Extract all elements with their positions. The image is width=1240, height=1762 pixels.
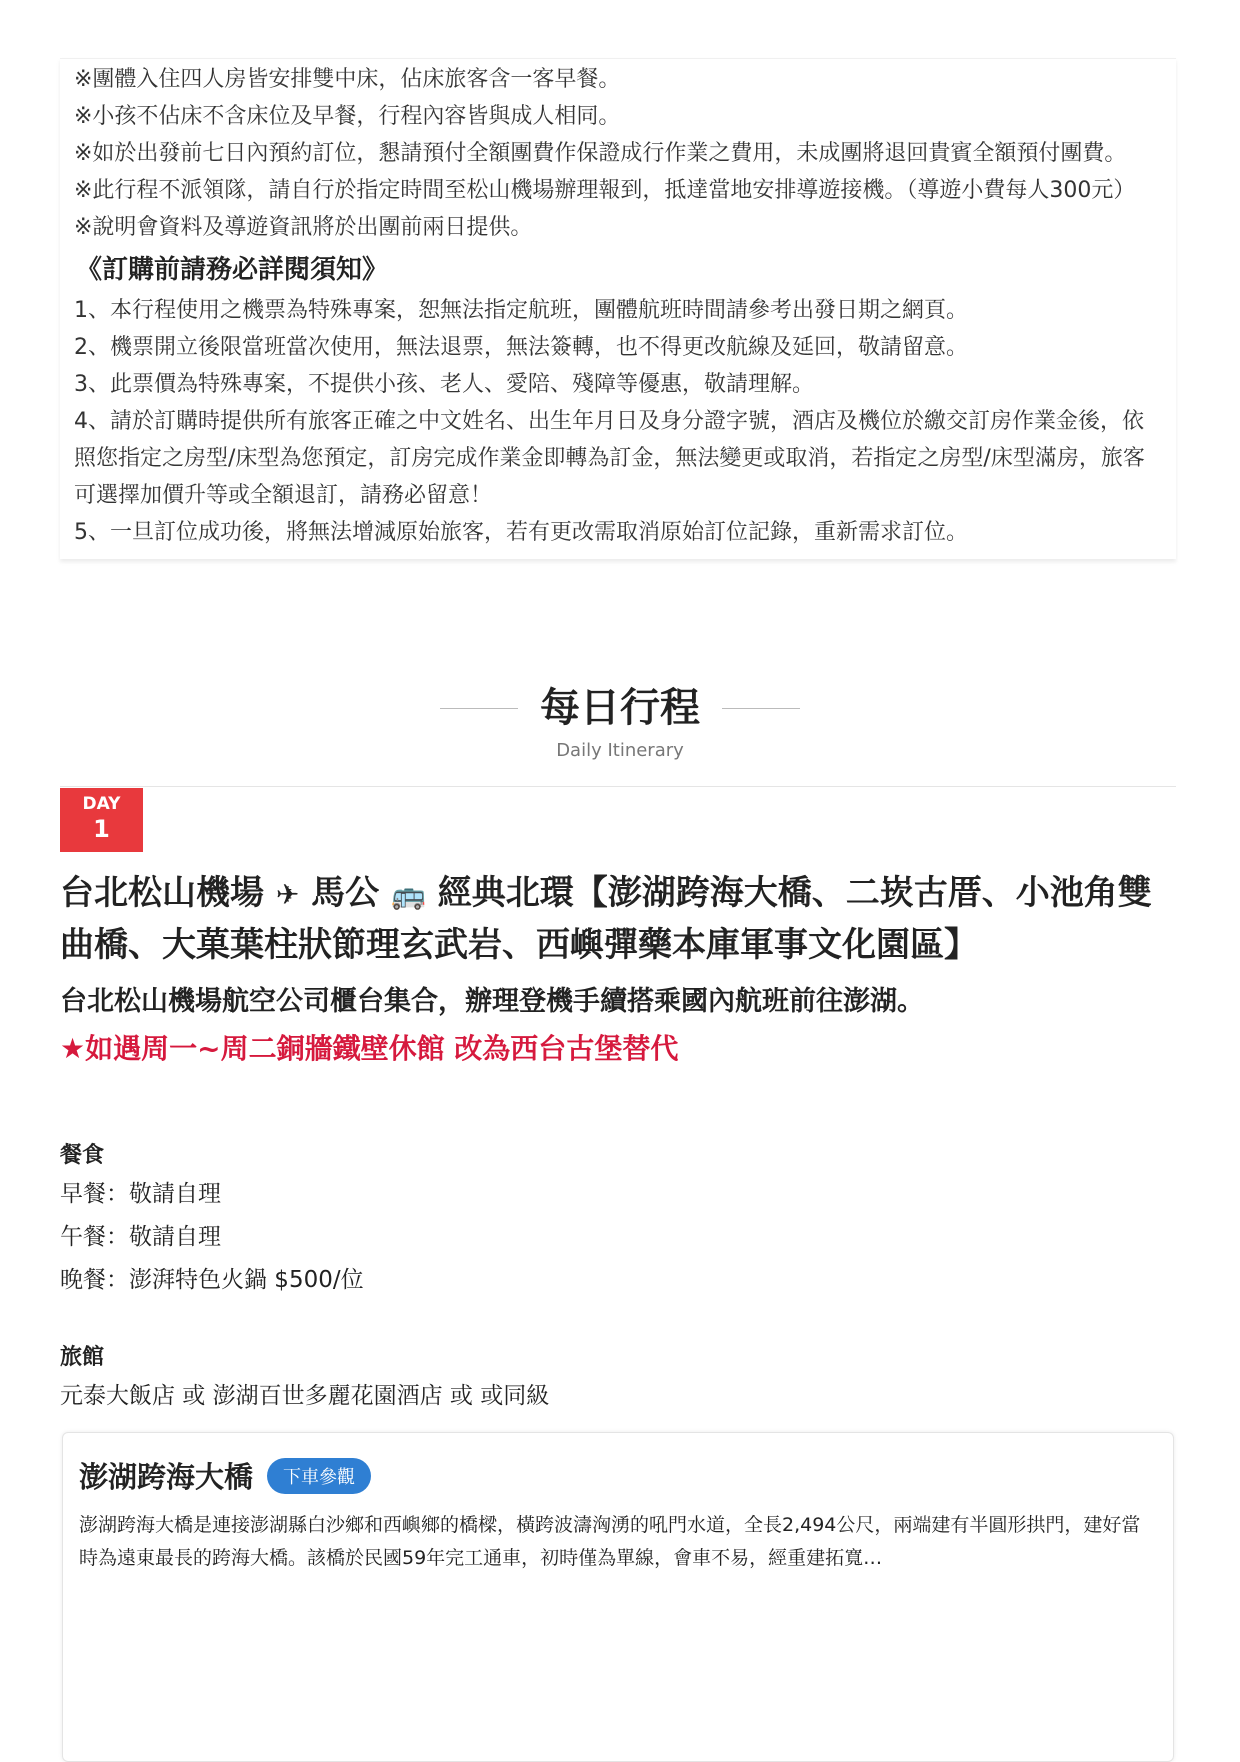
meal-dinner: 晚餐：澎湃特色火鍋 $500/位: [60, 1267, 364, 1293]
day-title-destination: 馬公: [311, 873, 380, 913]
bus-icon: 🚌: [391, 878, 426, 911]
note-line: ※團體入住四人房皆安排雙中床，佔床旅客含一客早餐。: [74, 67, 621, 92]
daily-itinerary-header: [0, 680, 1240, 761]
section-subtitle: Daily Itinerary: [556, 740, 684, 761]
day-title: [60, 868, 1180, 970]
title-rule-left: [440, 708, 518, 709]
day-title-origin: 台北松山機場: [60, 873, 264, 913]
meal-breakfast: 早餐：敬請自理: [60, 1181, 221, 1207]
attraction-description: 澎湖跨海大橋是連接澎湖縣白沙鄉和西嶼鄉的橋樑，橫跨波濤洶湧的吼門水道，全長2,494公尺，兩端建有半圓形拱門，建好當時為遠東最長的跨海大橋。該橋於民國59年完工通車，初時僅為單線，會車不易，經重建拓寬…: [79, 1514, 1141, 1569]
notice-item: 1、本行程使用之機票為特殊專案，恕無法指定航班，團體航班時間請參考出發日期之網頁。: [74, 298, 969, 323]
meals-label: 餐食: [60, 1143, 105, 1168]
hotel-label: 旅館: [60, 1345, 105, 1370]
day-title-route: 經典北環【澎湖跨海大橋、二崁古厝、小池角雙曲橋、大菓葉柱狀節理玄武岩、西嶼彈藥本庫軍事文化園區】: [60, 873, 1152, 965]
notes-panel: [60, 58, 1176, 559]
note-line: ※此行程不派領隊，請自行於指定時間至松山機場辦理報到，抵達當地安排導遊接機。（導遊小費每人300元）: [74, 178, 1136, 203]
day-number: 1: [93, 815, 110, 843]
plane-icon: ✈: [275, 878, 300, 911]
notice-item: 2、機票開立後限當班當次使用，無法退票，無法簽轉，也不得更改航線及延回，敬請留意。: [74, 335, 969, 360]
note-line: ※如於出發前七日內預約訂位，懇請預付全額團費作保證成行作業之費用，未成團將退回貴賓全額預付團費。: [74, 141, 1127, 166]
note-line: ※小孩不佔床不含床位及早餐，行程內容皆與成人相同。: [74, 104, 621, 129]
title-rule-right: [722, 708, 800, 709]
note-line: ※說明會資料及導遊資訊將於出團前兩日提供。: [74, 215, 533, 240]
day-alert: ★如遇周一~周二銅牆鐵壁休館 改為西台古堡替代: [60, 1032, 679, 1065]
notice-item: 4、請於訂購時提供所有旅客正確之中文姓名、出生年月日及身分證字號，酒店及機位於繳交訂房作業金後，依照您指定之房型/床型為您預定，訂房完成作業金即轉為訂金，無法變更或取消，若指定之房型/床型滿房，旅客可選擇加價升等或全額退訂，請務必留意！: [74, 409, 1145, 508]
notice-title: 《訂購前請務必詳閱須知》: [76, 255, 389, 285]
hotel-value: 元泰大飯店 或 澎湖百世多麗花園酒店 或 或同級: [60, 1383, 550, 1409]
meal-lunch: 午餐：敬請自理: [60, 1224, 221, 1250]
section-divider: [60, 786, 1176, 787]
day-label: DAY: [82, 794, 121, 814]
day-description: 台北松山機場航空公司櫃台集合，辦理登機手續搭乘國內航班前往澎湖。: [60, 986, 924, 1017]
attraction-tag: 下車參觀: [267, 1458, 371, 1494]
attraction-card[interactable]: [62, 1432, 1174, 1762]
notice-item: 5、一旦訂位成功後，將無法增減原始旅客，若有更改需取消原始訂位記錄，重新需求訂位。: [74, 520, 969, 545]
notice-item: 3、此票價為特殊專案，不提供小孩、老人、愛陪、殘障等優惠，敬請理解。: [74, 372, 814, 397]
attraction-name: 澎湖跨海大橋: [79, 1460, 254, 1494]
section-title: 每日行程: [540, 685, 700, 731]
day-badge: [60, 788, 143, 852]
